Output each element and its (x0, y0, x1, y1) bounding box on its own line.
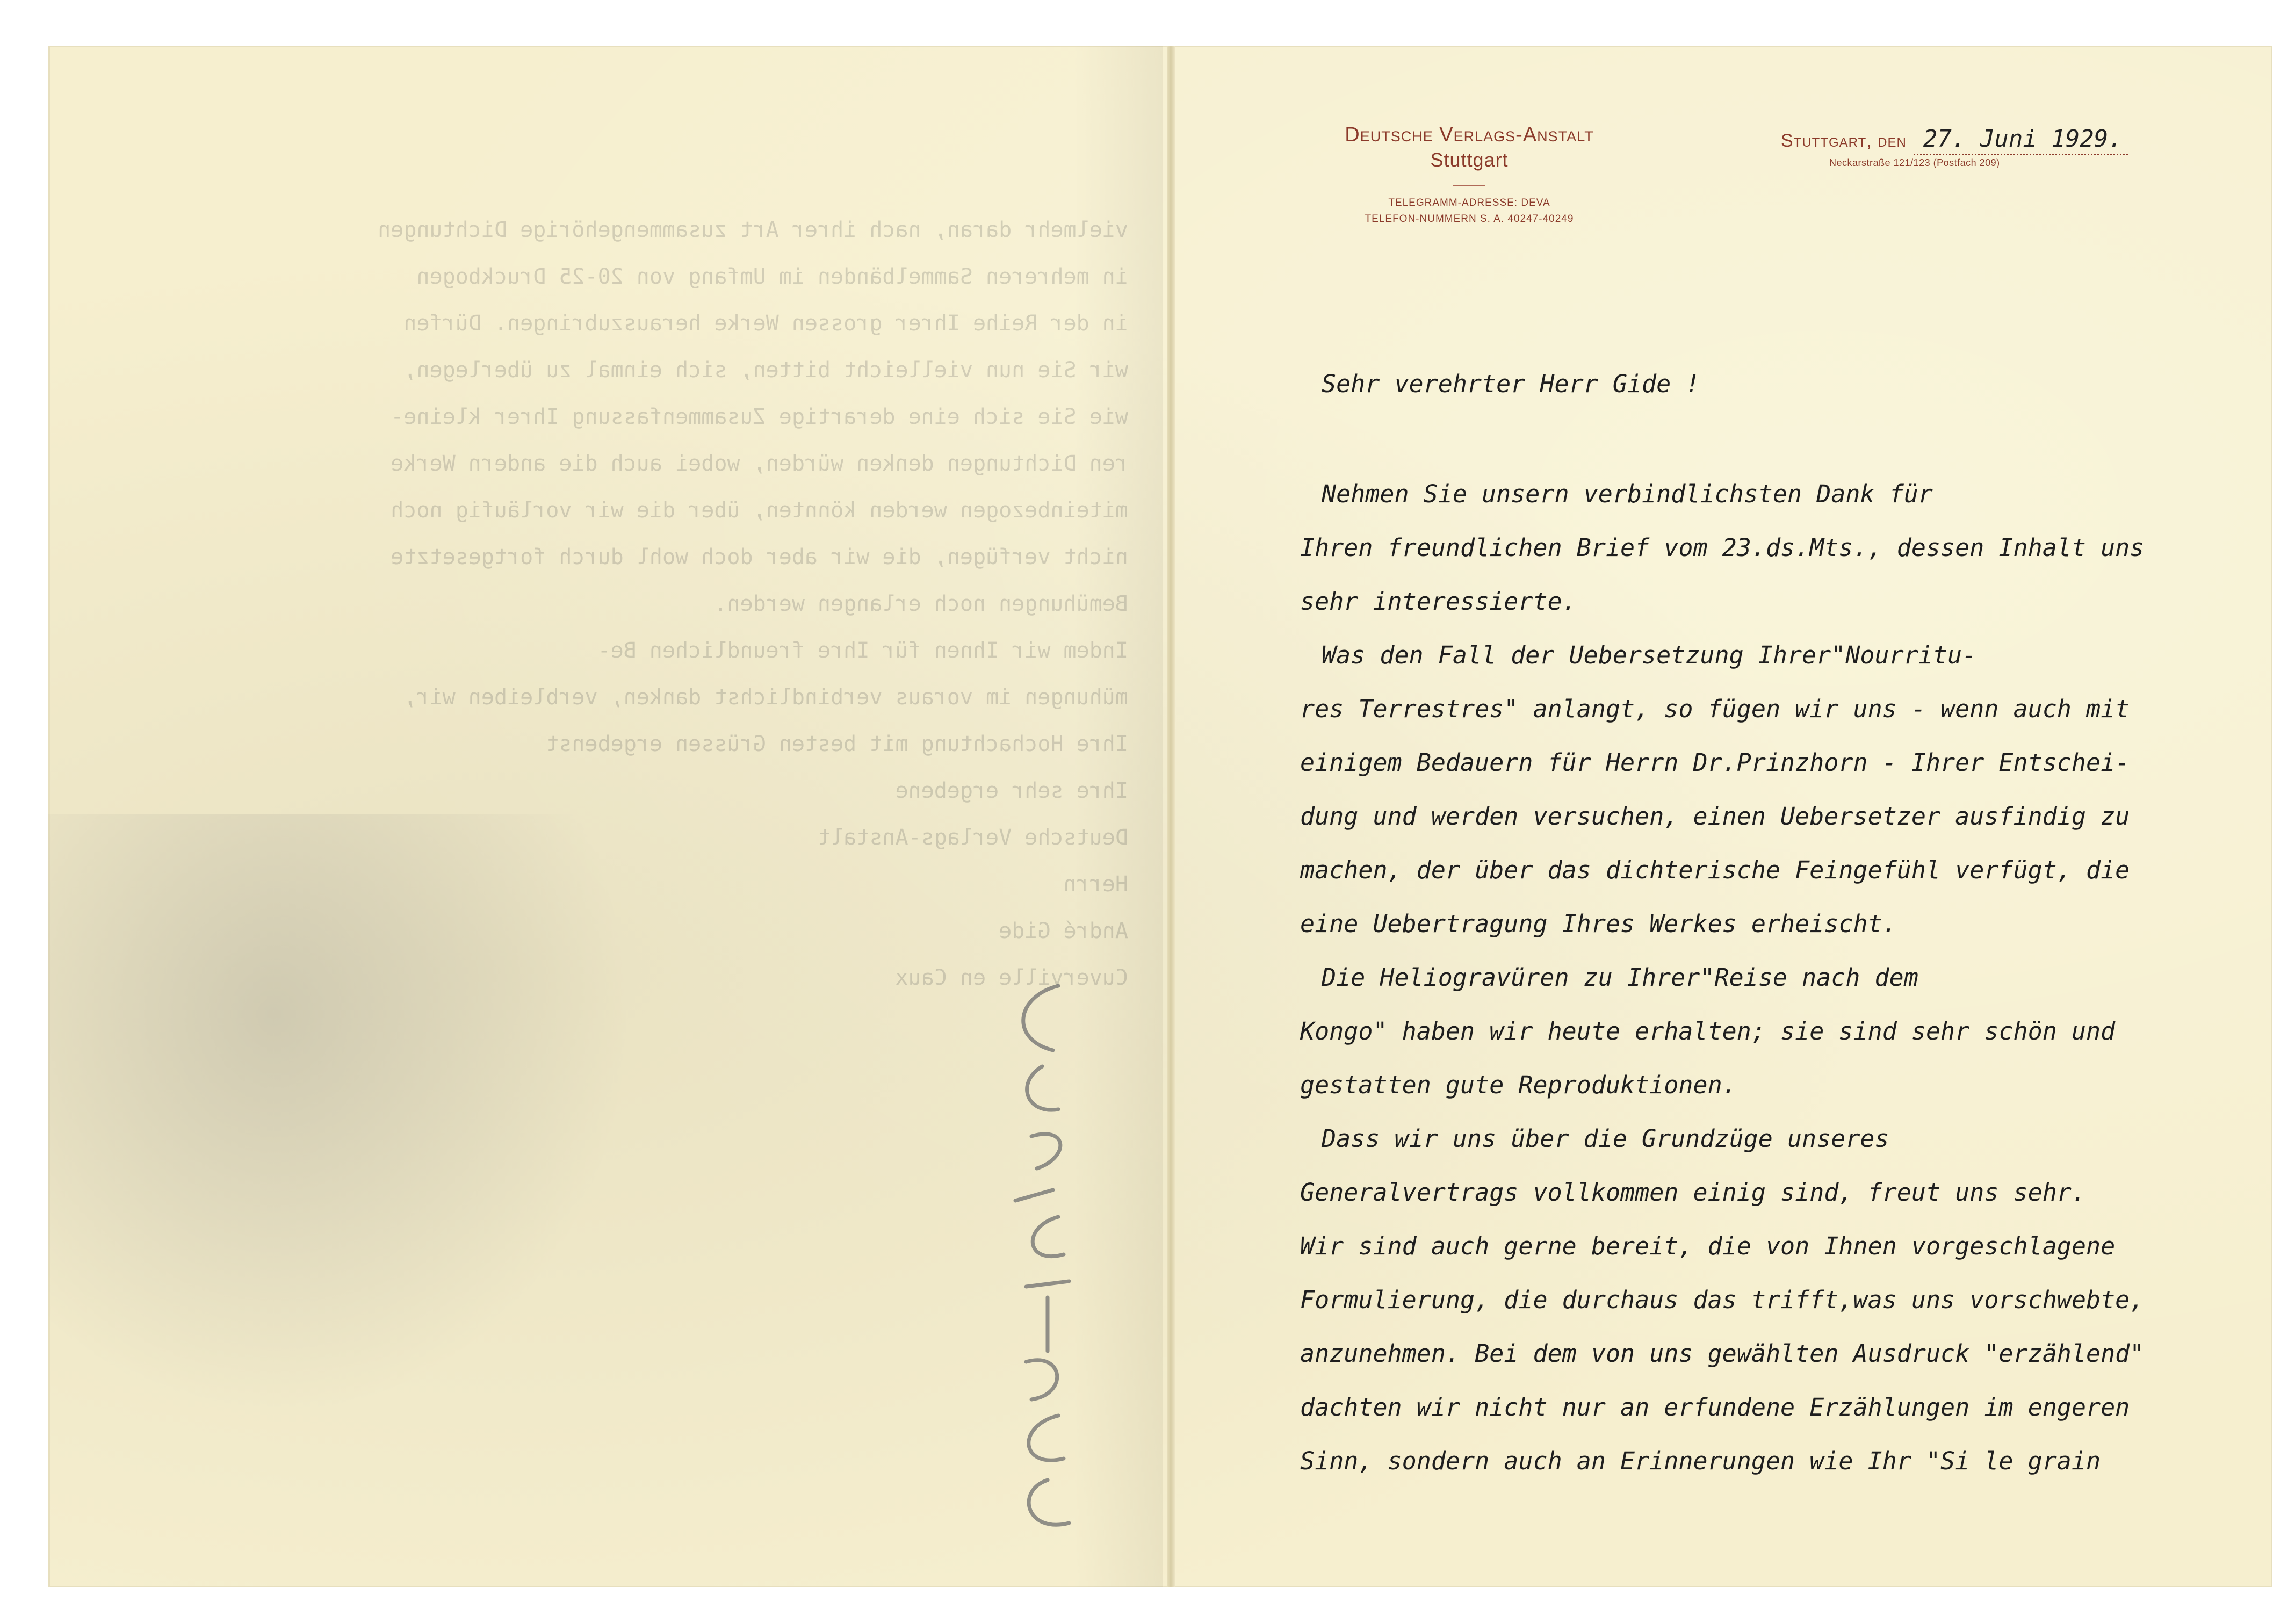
page-fold (1167, 46, 1175, 1587)
show-through-line: nicht verfügen, die wir aber doch wohl durch fortgesetzte (391, 545, 1128, 569)
letter-line: Ihren freundlichen Brief vom 23.ds.Mts., dessen Inhalt uns (1300, 533, 2145, 562)
letter-line: Was den Fall der Uebersetzung Ihrer"Nourritu- (1322, 641, 1977, 669)
date-city-label: Stuttgart, den (1781, 131, 1907, 151)
postal-address: Neckarstraße 121/123 (Postfach 209) (1829, 157, 2000, 168)
letter-line: Generalvertrags vollkommen einig sind, freut uns sehr. (1300, 1178, 2086, 1207)
show-through-line: Ihre sehr ergebene (895, 778, 1128, 803)
handwritten-signature (994, 975, 1091, 1544)
letterhead (1295, 124, 1644, 227)
show-through-line: André Gide (999, 919, 1128, 943)
letter-line: dung und werden versuchen, einen Uebersetzer ausfindig zu (1300, 802, 2130, 831)
show-through-line: Cuverville en Caux (895, 965, 1128, 990)
show-through-line: Herrn (1063, 872, 1128, 897)
telegram-address: TELEGRAMM-ADRESSE: DEVA (1388, 197, 1550, 208)
show-through-line: in mehreren Sammelbänden im Umfang von 20-25 Druckbogen (416, 264, 1128, 289)
show-through-line: Ihre Hochachtung mit besten Grüssen ergebenst (546, 732, 1128, 756)
company-name: Deutsche Verlags-Anstalt (1345, 124, 1594, 146)
show-through-text (107, 207, 1128, 1228)
show-through-line: Indem wir Ihnen für Ihre freundlichen Be- (597, 638, 1128, 663)
letter-date: 27. Juni 1929. (1914, 125, 2128, 155)
show-through-line: vielmehr daran, nach ihrer Art zusammengehörige Dichtungen (378, 218, 1128, 242)
show-through-line: mühungen im voraus verbindlichst danken, verbleiben wir, (403, 685, 1128, 710)
letter-line: res Terrestres" anlangt, so fügen wir uns - wenn auch mit (1300, 695, 2130, 723)
show-through-line: miteinbezogen werden könnten, über die wir vorläufig noch (391, 498, 1128, 523)
letterhead-divider (1453, 185, 1485, 186)
letter-line: dachten wir nicht nur an erfundene Erzählungen im engeren (1300, 1393, 2130, 1421)
front-page (1177, 46, 2272, 1587)
letter-line: Sinn, sondern auch an Erinnerungen wie Ihr "Si le grain (1300, 1447, 2101, 1475)
salutation: Sehr verehrter Herr Gide ! (1322, 370, 1700, 398)
letter-line: sehr interessierte. (1300, 587, 1577, 616)
phone-numbers: TELEFON-NUMMERN S. A. 40247-40249 (1365, 213, 1574, 225)
letter-line: eine Uebertragung Ihres Werkes erheischt. (1300, 910, 1897, 938)
letter-line: gestatten gute Reproduktionen. (1300, 1071, 1737, 1099)
letter-line: Die Heliogravüren zu Ihrer"Reise nach dem (1322, 963, 1918, 992)
show-through-line: Bemühungen noch erlangen werden. (714, 591, 1128, 616)
show-through-line: in der Reihe Ihrer grossen Werke herauszubringen. Dürfen (403, 311, 1128, 336)
letter-line: Dass wir uns über die Grundzüge unseres (1322, 1124, 1889, 1153)
letter-sheet (48, 46, 2272, 1587)
letter-line: Nehmen Sie unsern verbindlichsten Dank für (1322, 480, 1933, 508)
show-through-line: wie Sie sich eine derartige Zusammenfassung Ihrer kleine- (391, 405, 1128, 429)
letter-line: einigem Bedauern für Herrn Dr.Prinzhorn - Ihrer Entschei- (1300, 748, 2130, 777)
reverse-page (48, 46, 1163, 1587)
dateline (1781, 125, 2232, 169)
show-through-line: ren Dichtungen denken würden, wobei auch die andern Werke (391, 451, 1128, 476)
letter-line: machen, der über das dichterische Feingefühl verfügt, die (1300, 856, 2130, 884)
letter-line: anzunehmen. Bei dem von uns gewählten Ausdruck "erzählend" (1300, 1339, 2145, 1368)
letter-line: Formulierung, die durchaus das trifft,was uns vorschwebte, (1300, 1286, 2145, 1314)
show-through-line: wir Sie nun vielleicht bitten, sich einmal zu überlegen, (403, 358, 1128, 382)
letter-line: Kongo" haben wir heute erhalten; sie sind sehr schön und (1300, 1017, 2116, 1045)
letter-line: Wir sind auch gerne bereit, die von Ihnen vorgeschlagene (1300, 1232, 2116, 1260)
show-through-line: Deutsche Verlags-Anstalt (818, 825, 1128, 850)
company-city: Stuttgart (1430, 149, 1509, 171)
